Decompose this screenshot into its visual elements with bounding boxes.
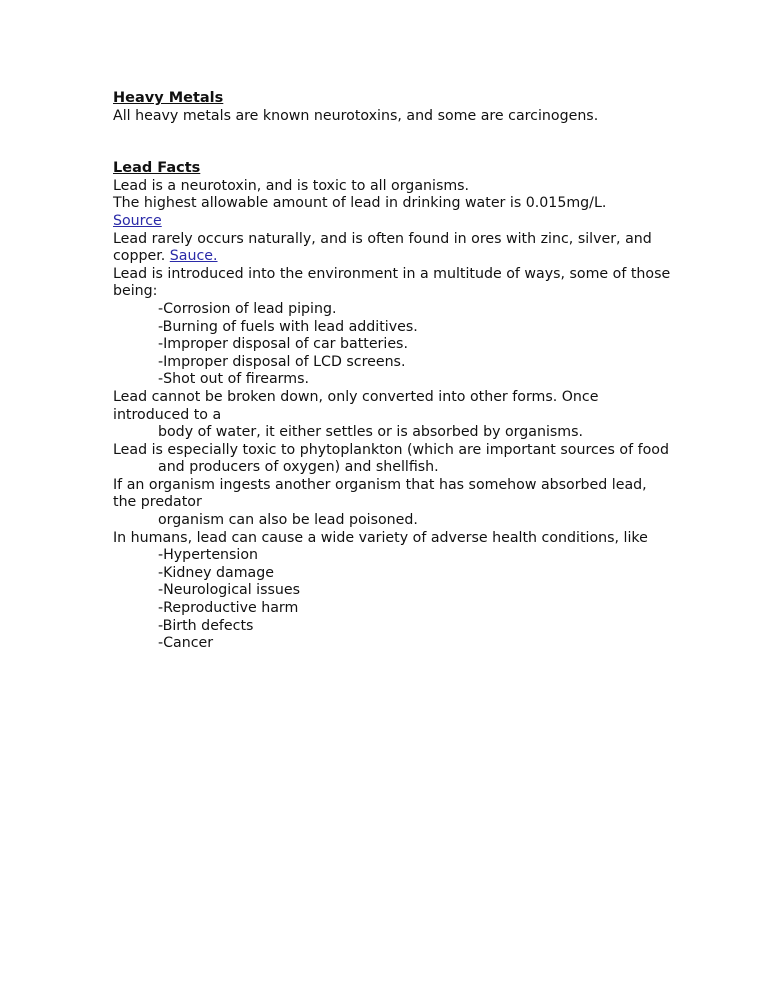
list-item: -Hypertension <box>158 547 259 564</box>
list-item: -Neurological issues <box>158 582 301 599</box>
source-link[interactable]: Source <box>113 212 162 229</box>
breakdown-text-b: body of water, it either settles or is absorbed by organisms. <box>158 424 583 441</box>
list-item: -Shot out of firearms. <box>158 371 309 388</box>
lead-fact-ores <box>113 231 673 266</box>
lead-intro-ways: Lead is introduced into the environment in a multitude of ways, some of those being: <box>113 265 671 300</box>
sauce-link[interactable]: Sauce. <box>169 248 218 265</box>
lead-fact-neurotoxin: Lead is a neurotoxin, and is toxic to all organisms. <box>113 177 470 194</box>
heading-lead-facts: Lead Facts <box>113 160 201 177</box>
phyto-text-b: and producers of oxygen) and shellfish. <box>158 459 439 476</box>
list-item: -Improper disposal of LCD screens. <box>158 353 406 370</box>
heavy-metals-text: All heavy metals are known neurotoxins, and some are carcinogens. <box>113 107 599 124</box>
ingest-text-b: organism can also be lead poisoned. <box>158 512 418 529</box>
list-item: -Burning of fuels with lead additives. <box>158 318 418 335</box>
list-item: -Birth defects <box>158 617 254 634</box>
humans-text: In humans, lead can cause a wide variety of adverse health conditions, like <box>113 529 648 546</box>
list-item: -Improper disposal of car batteries. <box>158 336 408 353</box>
ingest-text-a: If an organism ingests another organism that has somehow absorbed lead, the predator <box>113 476 647 511</box>
source-link-line <box>113 213 673 231</box>
heading-heavy-metals: Heavy Metals <box>113 90 224 106</box>
phyto-text-a: Lead is especially toxic to phytoplankton (which are important sources of food <box>113 441 669 458</box>
breakdown-text-a: Lead cannot be broken down, only converted into other forms. Once introduced to a <box>113 388 599 423</box>
list-item: -Reproductive harm <box>158 600 299 617</box>
document-body <box>113 90 673 653</box>
lead-fact-ores-text: Lead rarely occurs naturally, and is often found in ores with zinc, silver, and copper. <box>113 230 652 265</box>
lead-fact-allowable: The highest allowable amount of lead in drinking water is 0.015mg/L. <box>113 195 607 212</box>
list-item: -Corrosion of lead piping. <box>158 300 337 317</box>
list-item: -Kidney damage <box>158 564 274 581</box>
list-item: -Cancer <box>158 635 214 652</box>
spacer <box>113 125 673 160</box>
